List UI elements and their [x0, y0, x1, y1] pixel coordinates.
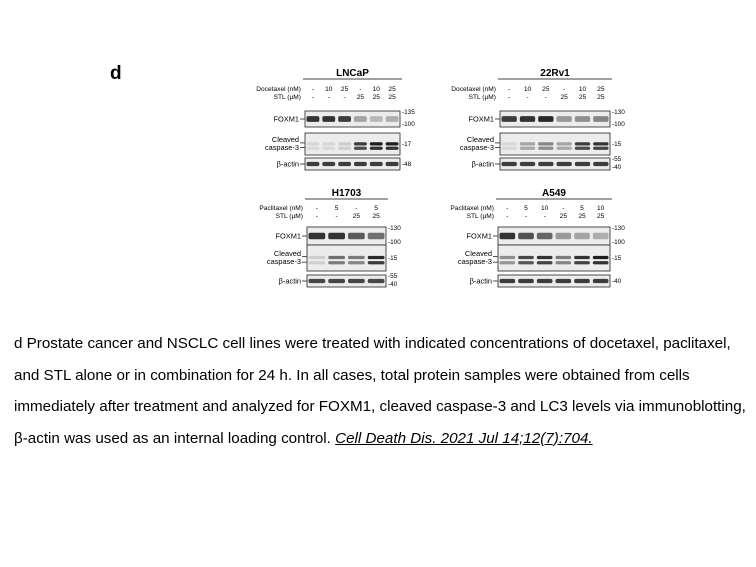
band-mark	[557, 162, 572, 166]
drug-label: Docetaxel (nM)	[256, 86, 301, 93]
protein-label: Cleaved caspase-3	[459, 135, 494, 153]
band-mark	[575, 116, 590, 122]
band-mark	[309, 279, 326, 283]
band-mark	[307, 162, 320, 166]
band-mark	[574, 279, 590, 283]
drug-dose-label: 25	[542, 86, 550, 93]
blot-panel	[259, 188, 401, 288]
band-mark	[518, 256, 534, 259]
stl-dose-label: -	[508, 94, 511, 101]
mw-marker: -130	[388, 225, 401, 232]
band-mark	[537, 261, 553, 264]
drug-dose-label: 25	[597, 86, 605, 93]
band-mark	[386, 147, 399, 150]
caption-text: d Prostate cancer and NSCLC cell lines were treated with indicated concentrations of docetaxel, paclitaxel, and STL alone or in combination for 24 h. In all cases, total protein samples were obtained from cells immediately after treatment and analyzed for FOXM1, cleaved caspase-3 and LC3 levels via immunoblotting, β-actin was used as an internal loading control.	[14, 335, 746, 447]
stl-dose-label: 25	[578, 213, 586, 220]
band-mark	[502, 142, 517, 145]
drug-label: Paclitaxel (nM)	[450, 205, 494, 212]
band-mark	[370, 162, 383, 166]
band-mark	[520, 147, 535, 150]
band-mark	[307, 142, 320, 145]
band-mark	[575, 147, 590, 150]
drug-dose-label: 25	[388, 86, 396, 93]
stl-dose-label: 25	[597, 94, 605, 101]
drug-label: Paclitaxel (nM)	[259, 205, 303, 212]
mw-marker: -100	[388, 239, 401, 246]
mw-marker: -100	[612, 239, 625, 246]
band-mark	[593, 142, 608, 145]
protein-label: FOXM1	[275, 231, 301, 241]
drug-dose-label: -	[359, 86, 362, 93]
band-mark	[338, 162, 351, 166]
band-mark	[328, 279, 345, 283]
band-mark	[354, 162, 367, 166]
band-mark	[520, 142, 535, 145]
stl-dose-label: 25	[578, 94, 587, 101]
mw-marker: -40	[612, 278, 622, 285]
drug-label: Docetaxel (nM)	[451, 86, 496, 93]
drug-dose-label: 5	[374, 205, 378, 212]
protein-label: β-actin	[278, 276, 301, 286]
stl-dose-label: 25	[372, 94, 380, 101]
drug-dose-label: -	[508, 86, 511, 93]
drug-dose-label: 25	[340, 86, 349, 93]
band-mark	[500, 256, 516, 259]
figure-caption	[14, 328, 749, 454]
band-mark	[338, 116, 351, 122]
mw-marker: -48	[402, 161, 412, 168]
band-mark	[556, 233, 572, 239]
stl-dose-label: -	[327, 94, 330, 101]
mw-marker: -15	[388, 255, 398, 262]
band-mark	[348, 261, 365, 264]
stl-dose-label: 25	[560, 94, 568, 101]
protein-label: Cleaved caspase-3	[266, 248, 301, 266]
band-mark	[348, 233, 365, 239]
mw-marker: -40	[388, 281, 398, 288]
band-mark	[338, 142, 351, 145]
band-mark	[537, 256, 553, 259]
band-mark	[322, 116, 335, 122]
protein-label: FOXM1	[468, 114, 494, 124]
drug-dose-label: -	[355, 205, 358, 212]
stl-dose-label: -	[544, 94, 547, 101]
band-mark	[575, 142, 590, 145]
drug-dose-label: 5	[334, 205, 339, 212]
band-mark	[386, 116, 399, 122]
stl-label: STL (µM)	[275, 213, 303, 220]
band-mark	[386, 162, 399, 166]
band-mark	[574, 261, 590, 264]
panel-letter: d	[110, 63, 122, 84]
band-mark	[328, 261, 345, 264]
band-mark	[518, 233, 534, 239]
drug-dose-label: -	[563, 86, 566, 93]
band-mark	[518, 279, 534, 283]
citation-link[interactable]: Cell Death Dis. 2021 Jul 14;12(7):704.	[335, 429, 593, 447]
band-mark	[500, 233, 516, 239]
band-mark	[593, 279, 609, 283]
band-mark	[370, 147, 383, 150]
band-mark	[368, 256, 385, 259]
band-mark	[574, 256, 590, 259]
band-mark	[502, 147, 517, 150]
band-mark	[574, 233, 590, 239]
stl-dose-label: -	[315, 213, 318, 220]
drug-dose-label: 10	[578, 86, 587, 93]
stl-dose-label: 25	[388, 94, 396, 101]
mw-marker: -130	[612, 225, 625, 232]
band-mark	[520, 162, 535, 166]
cell-line-title: LNCaP	[336, 68, 369, 79]
band-mark	[593, 116, 608, 122]
drug-dose-label: 5	[580, 205, 584, 212]
band-mark	[537, 279, 553, 283]
band-mark	[538, 116, 553, 122]
stl-dose-label: 25	[372, 213, 380, 220]
band-mark	[322, 162, 335, 166]
band-mark	[500, 261, 516, 264]
band-mark	[370, 116, 383, 122]
band-mark	[518, 261, 534, 264]
band-mark	[502, 116, 517, 122]
stl-label: STL (µM)	[466, 213, 494, 220]
band-mark	[575, 162, 590, 166]
stl-dose-label: 25	[559, 213, 568, 220]
cell-line-title: A549	[542, 188, 566, 199]
band-mark	[307, 147, 320, 150]
stl-dose-label: -	[335, 213, 338, 220]
mw-marker: -135	[402, 109, 415, 116]
band-mark	[557, 116, 572, 122]
stl-label: STL (µM)	[273, 94, 301, 101]
band-mark	[593, 162, 608, 166]
mw-marker: -17	[402, 141, 412, 148]
drug-dose-label: 10	[540, 205, 549, 212]
band-mark	[338, 147, 351, 150]
band-mark	[354, 147, 367, 150]
stl-dose-label: -	[524, 213, 528, 220]
band-mark	[538, 142, 553, 145]
band-mark	[348, 256, 365, 259]
mw-marker: -40	[612, 164, 622, 171]
mw-marker: -130	[612, 109, 625, 116]
drug-dose-label: 5	[524, 205, 528, 212]
drug-dose-label: 10	[523, 86, 532, 93]
drug-dose-label: -	[506, 205, 509, 212]
cell-line-title: 22Rv1	[540, 68, 570, 79]
band-mark	[500, 279, 516, 283]
drug-dose-label: 10	[372, 86, 380, 93]
band-mark	[556, 256, 572, 259]
band-mark	[593, 256, 609, 259]
band-mark	[520, 116, 535, 122]
band-mark	[557, 147, 572, 150]
band-mark	[370, 142, 383, 145]
mw-marker: -15	[612, 255, 622, 262]
blot-panel	[256, 68, 415, 170]
band-mark	[368, 279, 385, 283]
band-mark	[537, 233, 553, 239]
band-mark	[593, 147, 608, 150]
band-mark	[368, 261, 385, 264]
drug-dose-label: -	[315, 205, 318, 212]
band-mark	[593, 261, 609, 264]
stl-dose-label: -	[543, 213, 546, 220]
band-mark	[348, 279, 365, 283]
drug-dose-label: -	[311, 86, 315, 93]
stl-label: STL (µM)	[468, 94, 496, 101]
band-mark	[354, 116, 367, 122]
band-mark	[556, 261, 572, 264]
band-mark	[593, 233, 609, 239]
band-mark	[309, 256, 326, 259]
blot-panel	[451, 68, 625, 171]
protein-label: β-actin	[276, 159, 299, 169]
stl-dose-label: -	[526, 94, 529, 101]
band-mark	[328, 233, 345, 239]
band-mark	[309, 261, 326, 264]
band-mark	[368, 233, 385, 239]
band-mark	[502, 162, 517, 166]
band-mark	[386, 142, 399, 145]
stl-dose-label: -	[506, 213, 509, 220]
band-mark	[557, 142, 572, 145]
protein-label: β-actin	[469, 276, 492, 286]
stl-dose-label: -	[311, 94, 315, 101]
band-mark	[538, 147, 553, 150]
stl-dose-label: 25	[356, 94, 365, 101]
mw-marker: -15	[612, 141, 622, 148]
band-mark	[538, 162, 553, 166]
blot-panel	[450, 188, 625, 287]
band-mark	[328, 256, 345, 259]
band-mark	[556, 279, 572, 283]
stl-dose-label: 25	[596, 213, 605, 220]
mw-marker: -55	[388, 273, 398, 280]
mw-marker: -100	[612, 121, 625, 128]
band-mark	[322, 147, 335, 150]
mw-marker: -100	[402, 121, 415, 128]
stl-dose-label: -	[343, 94, 346, 101]
band-mark	[309, 233, 326, 239]
protein-label: Cleaved caspase-3	[457, 248, 492, 266]
cell-line-title: H1703	[331, 188, 362, 199]
drug-dose-label: -	[562, 205, 565, 212]
protein-label: β-actin	[471, 159, 494, 169]
protein-label: FOXM1	[273, 114, 299, 124]
drug-dose-label: 10	[325, 86, 333, 93]
blot-panels	[256, 68, 625, 288]
stl-dose-label: 25	[352, 213, 361, 220]
drug-dose-label: 10	[596, 205, 605, 212]
band-mark	[322, 142, 335, 145]
band-mark	[307, 116, 320, 122]
band-mark	[354, 142, 367, 145]
protein-label: FOXM1	[466, 231, 492, 241]
protein-label: Cleaved caspase-3	[264, 135, 299, 153]
mw-marker: -55	[612, 156, 622, 163]
